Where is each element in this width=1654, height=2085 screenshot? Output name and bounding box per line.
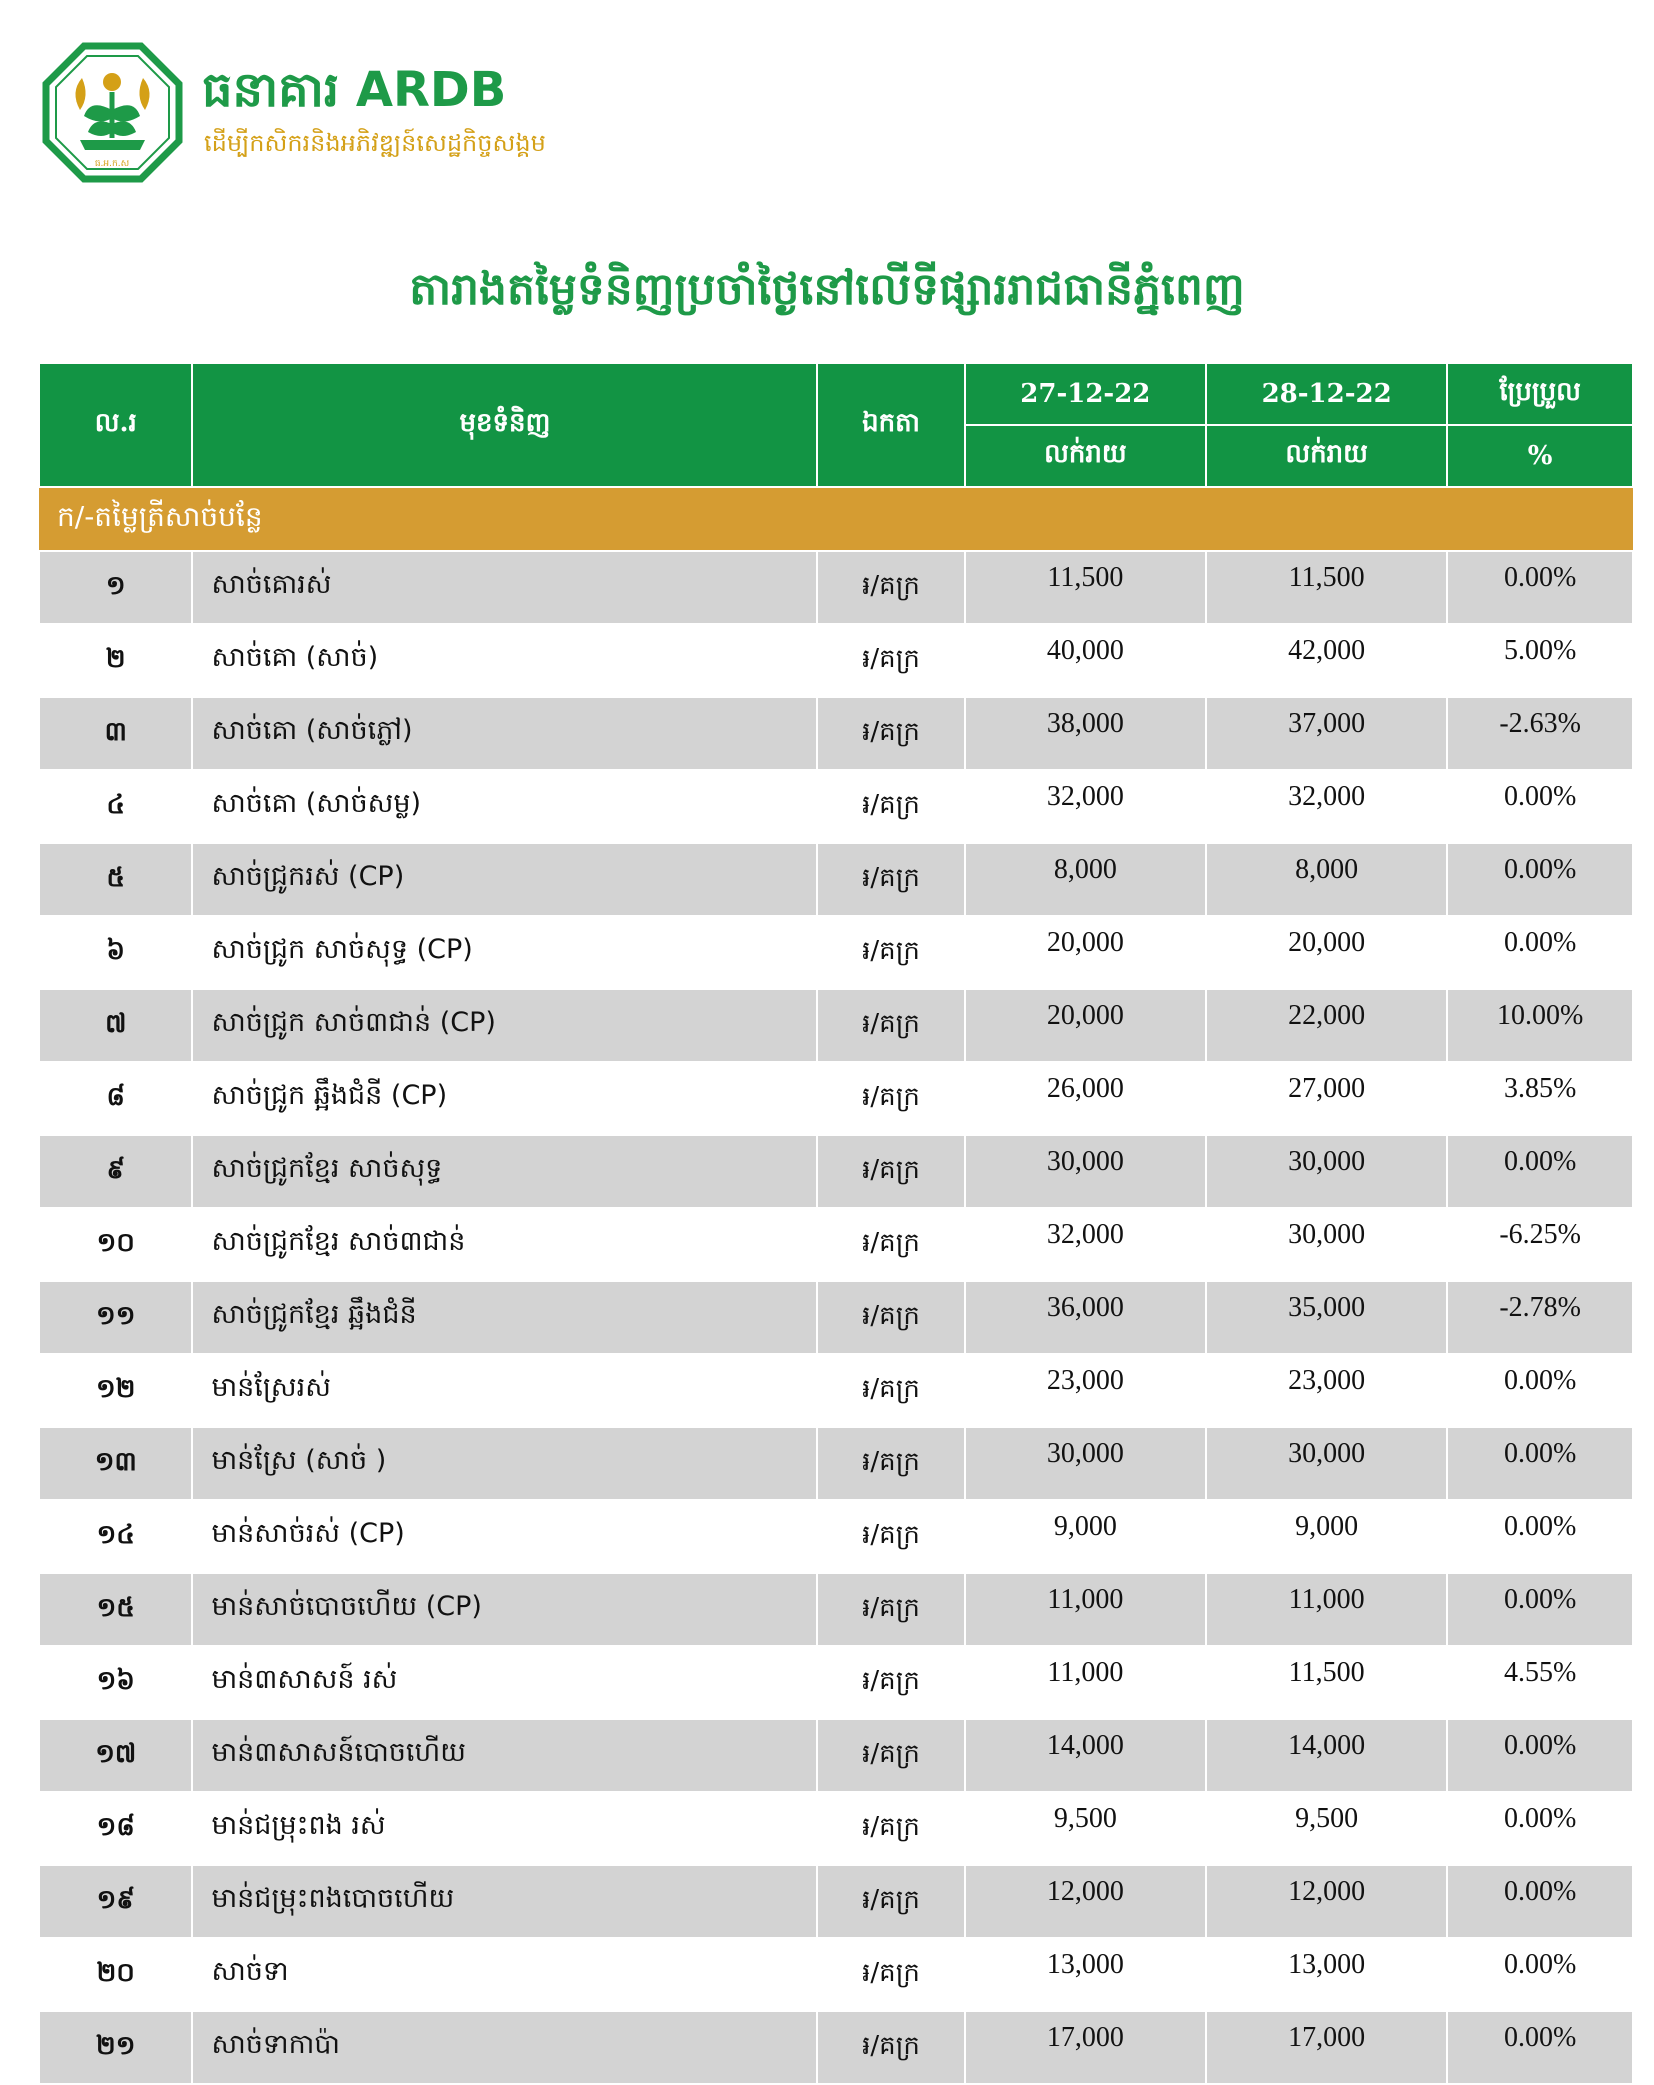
- unit: ៛/គក្រ: [817, 843, 964, 916]
- table-row: [39, 1135, 1633, 1208]
- item-name: មាន់សាច់បោចហើយ (CP): [192, 1573, 817, 1646]
- price-date-2: 35,000: [1206, 1281, 1447, 1354]
- price-date-1: 17,000: [965, 2011, 1206, 2084]
- item-name: មាន់ជម្រុះពង រស់: [192, 1792, 817, 1865]
- ardb-logo-icon: [40, 40, 185, 185]
- header-date-2: 28-12-22: [1206, 363, 1447, 425]
- row-number: ៧: [39, 989, 192, 1062]
- brand-subtitle: ដើម្បីកសិករនិងអភិវឌ្ឍន៍សេដ្ឋកិច្ចសង្គម: [204, 129, 546, 157]
- price-date-2: 42,000: [1206, 624, 1447, 697]
- change-percent: 0.00%: [1447, 2011, 1633, 2084]
- change-percent: 0.00%: [1447, 1719, 1633, 1792]
- price-date-1: 20,000: [965, 916, 1206, 989]
- table-row: [39, 1573, 1633, 1646]
- unit: ៛/គក្រ: [817, 1792, 964, 1865]
- price-date-2: 14,000: [1206, 1719, 1447, 1792]
- item-name: មាន់ស្រែ (សាច់ ): [192, 1427, 817, 1500]
- change-percent: 0.00%: [1447, 1135, 1633, 1208]
- item-name: មាន់៣សាសន៍ រស់: [192, 1646, 817, 1719]
- unit: ៛/គក្រ: [817, 1354, 964, 1427]
- change-percent: 0.00%: [1447, 1573, 1633, 1646]
- header-item: មុខទំនិញ: [192, 363, 817, 487]
- table-row: [39, 1792, 1633, 1865]
- unit: ៛/គក្រ: [817, 1281, 964, 1354]
- price-date-2: 22,000: [1206, 989, 1447, 1062]
- row-number: ១១: [39, 1281, 192, 1354]
- change-percent: 0.00%: [1447, 1500, 1633, 1573]
- unit: ៛/គក្រ: [817, 989, 964, 1062]
- price-date-1: 11,000: [965, 1646, 1206, 1719]
- price-date-1: 32,000: [965, 1208, 1206, 1281]
- unit: ៛/គក្រ: [817, 624, 964, 697]
- unit: ៛/គក្រ: [817, 1573, 964, 1646]
- change-percent: 0.00%: [1447, 916, 1633, 989]
- header-date-1: 27-12-22: [965, 363, 1206, 425]
- unit: ៛/គក្រ: [817, 551, 964, 624]
- row-number: ១៣: [39, 1427, 192, 1500]
- price-date-2: 9,500: [1206, 1792, 1447, 1865]
- price-date-2: 8,000: [1206, 843, 1447, 916]
- price-date-2: 30,000: [1206, 1208, 1447, 1281]
- change-percent: 4.55%: [1447, 1646, 1633, 1719]
- unit: ៛/គក្រ: [817, 1062, 964, 1135]
- change-percent: 0.00%: [1447, 1938, 1633, 2011]
- change-percent: 3.85%: [1447, 1062, 1633, 1135]
- table-row: [39, 843, 1633, 916]
- change-percent: -2.78%: [1447, 1281, 1633, 1354]
- unit: ៛/គក្រ: [817, 697, 964, 770]
- item-name: សាច់គោរស់: [192, 551, 817, 624]
- change-percent: -6.25%: [1447, 1208, 1633, 1281]
- item-name: មាន់ស្រែរស់: [192, 1354, 817, 1427]
- unit: ៛/គក្រ: [817, 1938, 964, 2011]
- row-number: ៤: [39, 770, 192, 843]
- item-name: មាន់៣សាសន៍បោចហើយ: [192, 1719, 817, 1792]
- change-percent: 5.00%: [1447, 624, 1633, 697]
- price-date-1: 30,000: [965, 1427, 1206, 1500]
- row-number: ១៦: [39, 1646, 192, 1719]
- change-percent: 0.00%: [1447, 1427, 1633, 1500]
- row-number: ១២: [39, 1354, 192, 1427]
- item-name: សាច់ជ្រូករស់ (CP): [192, 843, 817, 916]
- price-date-2: 17,000: [1206, 2011, 1447, 2084]
- price-date-2: 12,000: [1206, 1865, 1447, 1938]
- table-row: [39, 1281, 1633, 1354]
- item-name: មាន់សាច់រស់ (CP): [192, 1500, 817, 1573]
- price-date-2: 11,500: [1206, 1646, 1447, 1719]
- change-percent: 0.00%: [1447, 1792, 1633, 1865]
- item-name: សាច់គោ (សាច់ភ្លៅ): [192, 697, 817, 770]
- unit: ៛/គក្រ: [817, 2011, 964, 2084]
- item-name: សាច់ជ្រូក សាច់សុទ្ធ (CP): [192, 916, 817, 989]
- table-row: [39, 1427, 1633, 1500]
- price-date-1: 26,000: [965, 1062, 1206, 1135]
- row-number: ១៨: [39, 1792, 192, 1865]
- price-date-2: 11,000: [1206, 1573, 1447, 1646]
- item-name: សាច់ជ្រូក សាច់៣ជាន់ (CP): [192, 989, 817, 1062]
- unit: ៛/គក្រ: [817, 1719, 964, 1792]
- price-date-1: 32,000: [965, 770, 1206, 843]
- price-date-1: 9,500: [965, 1792, 1206, 1865]
- row-number: ៨: [39, 1062, 192, 1135]
- row-number: ១៤: [39, 1500, 192, 1573]
- price-date-1: 11,500: [965, 551, 1206, 624]
- header-no: ល.រ: [39, 363, 192, 487]
- header-retail-2: លក់រាយ: [1206, 425, 1447, 487]
- table-row: [39, 697, 1633, 770]
- price-date-1: 12,000: [965, 1865, 1206, 1938]
- price-date-2: 13,000: [1206, 1938, 1447, 2011]
- unit: ៛/គក្រ: [817, 1500, 964, 1573]
- unit: ៛/គក្រ: [817, 770, 964, 843]
- table-row: [39, 916, 1633, 989]
- row-number: ១៧: [39, 1719, 192, 1792]
- price-date-2: 30,000: [1206, 1427, 1447, 1500]
- unit: ៛/គក្រ: [817, 1208, 964, 1281]
- unit: ៛/គក្រ: [817, 1865, 964, 1938]
- unit: ៛/គក្រ: [817, 1427, 964, 1500]
- header-unit: ឯកតា: [817, 363, 964, 487]
- table-row: [39, 1354, 1633, 1427]
- price-date-1: 14,000: [965, 1719, 1206, 1792]
- row-number: ៣: [39, 697, 192, 770]
- price-date-1: 13,000: [965, 1938, 1206, 2011]
- item-name: សាច់ជ្រូកខ្មែរ សាច់សុទ្ធ: [192, 1135, 817, 1208]
- brand-title: ធនាគារ ARDB: [202, 62, 507, 118]
- table-row: [39, 2011, 1633, 2084]
- table-row: [39, 1208, 1633, 1281]
- item-name: សាច់ជ្រូកខ្មែរ សាច់៣ជាន់: [192, 1208, 817, 1281]
- header-retail-1: លក់រាយ: [965, 425, 1206, 487]
- item-name: សាច់ទាកាប៉ា: [192, 2011, 817, 2084]
- price-date-2: 37,000: [1206, 697, 1447, 770]
- change-percent: 10.00%: [1447, 989, 1633, 1062]
- price-date-1: 9,000: [965, 1500, 1206, 1573]
- item-name: សាច់ជ្រូកខ្មែរ ឆ្អឹងជំនី: [192, 1281, 817, 1354]
- price-date-2: 30,000: [1206, 1135, 1447, 1208]
- table-row: [39, 770, 1633, 843]
- price-date-2: 32,000: [1206, 770, 1447, 843]
- item-name: សាច់ទា: [192, 1938, 817, 2011]
- price-date-2: 27,000: [1206, 1062, 1447, 1135]
- price-date-1: 20,000: [965, 989, 1206, 1062]
- row-number: ៥: [39, 843, 192, 916]
- table-row: [39, 1062, 1633, 1135]
- row-number: ១០: [39, 1208, 192, 1281]
- price-date-1: 23,000: [965, 1354, 1206, 1427]
- price-date-1: 40,000: [965, 624, 1206, 697]
- change-percent: 0.00%: [1447, 843, 1633, 916]
- section-row: [39, 487, 1633, 551]
- item-name: សាច់គោ (សាច់សម្ល): [192, 770, 817, 843]
- header-percent: %: [1447, 425, 1633, 487]
- row-number: ៩: [39, 1135, 192, 1208]
- price-date-2: 20,000: [1206, 916, 1447, 989]
- price-table: [38, 362, 1634, 2085]
- page-title: តារាងតម្លៃទំនិញប្រចាំថ្ងៃនៅលើទីផ្សាររាជធានីភ្នំពេញ: [409, 264, 1245, 315]
- price-date-2: 11,500: [1206, 551, 1447, 624]
- table-row: [39, 1500, 1633, 1573]
- table-row: [39, 1938, 1633, 2011]
- change-percent: -2.63%: [1447, 697, 1633, 770]
- price-date-1: 36,000: [965, 1281, 1206, 1354]
- section-label: ក/-តម្លៃត្រីសាច់បន្លែ: [39, 487, 1633, 551]
- unit: ៛/គក្រ: [817, 916, 964, 989]
- row-number: ២០: [39, 1938, 192, 2011]
- table-row: [39, 1865, 1633, 1938]
- header-change: ប្រែប្រួល: [1447, 363, 1633, 425]
- row-number: ២១: [39, 2011, 192, 2084]
- price-date-1: 30,000: [965, 1135, 1206, 1208]
- row-number: ២: [39, 624, 192, 697]
- table-row: [39, 1646, 1633, 1719]
- change-percent: 0.00%: [1447, 770, 1633, 843]
- row-number: ៦: [39, 916, 192, 989]
- table-row: [39, 1719, 1633, 1792]
- table-row: [39, 624, 1633, 697]
- table-row: [39, 989, 1633, 1062]
- item-name: សាច់ជ្រូក ឆ្អឹងជំនី (CP): [192, 1062, 817, 1135]
- price-date-1: 38,000: [965, 697, 1206, 770]
- price-date-1: 8,000: [965, 843, 1206, 916]
- logo-text: ធ.អ.ក.ស: [94, 159, 130, 169]
- change-percent: 0.00%: [1447, 1354, 1633, 1427]
- unit: ៛/គក្រ: [817, 1135, 964, 1208]
- price-date-1: 11,000: [965, 1573, 1206, 1646]
- change-percent: 0.00%: [1447, 1865, 1633, 1938]
- item-name: សាច់គោ (សាច់): [192, 624, 817, 697]
- row-number: ១៩: [39, 1865, 192, 1938]
- change-percent: 0.00%: [1447, 551, 1633, 624]
- brand-header: [40, 40, 640, 190]
- table-row: [39, 551, 1633, 624]
- price-date-2: 23,000: [1206, 1354, 1447, 1427]
- price-date-2: 9,000: [1206, 1500, 1447, 1573]
- unit: ៛/គក្រ: [817, 1646, 964, 1719]
- row-number: ១: [39, 551, 192, 624]
- item-name: មាន់ជម្រុះពងបោចហើយ: [192, 1865, 817, 1938]
- row-number: ១៥: [39, 1573, 192, 1646]
